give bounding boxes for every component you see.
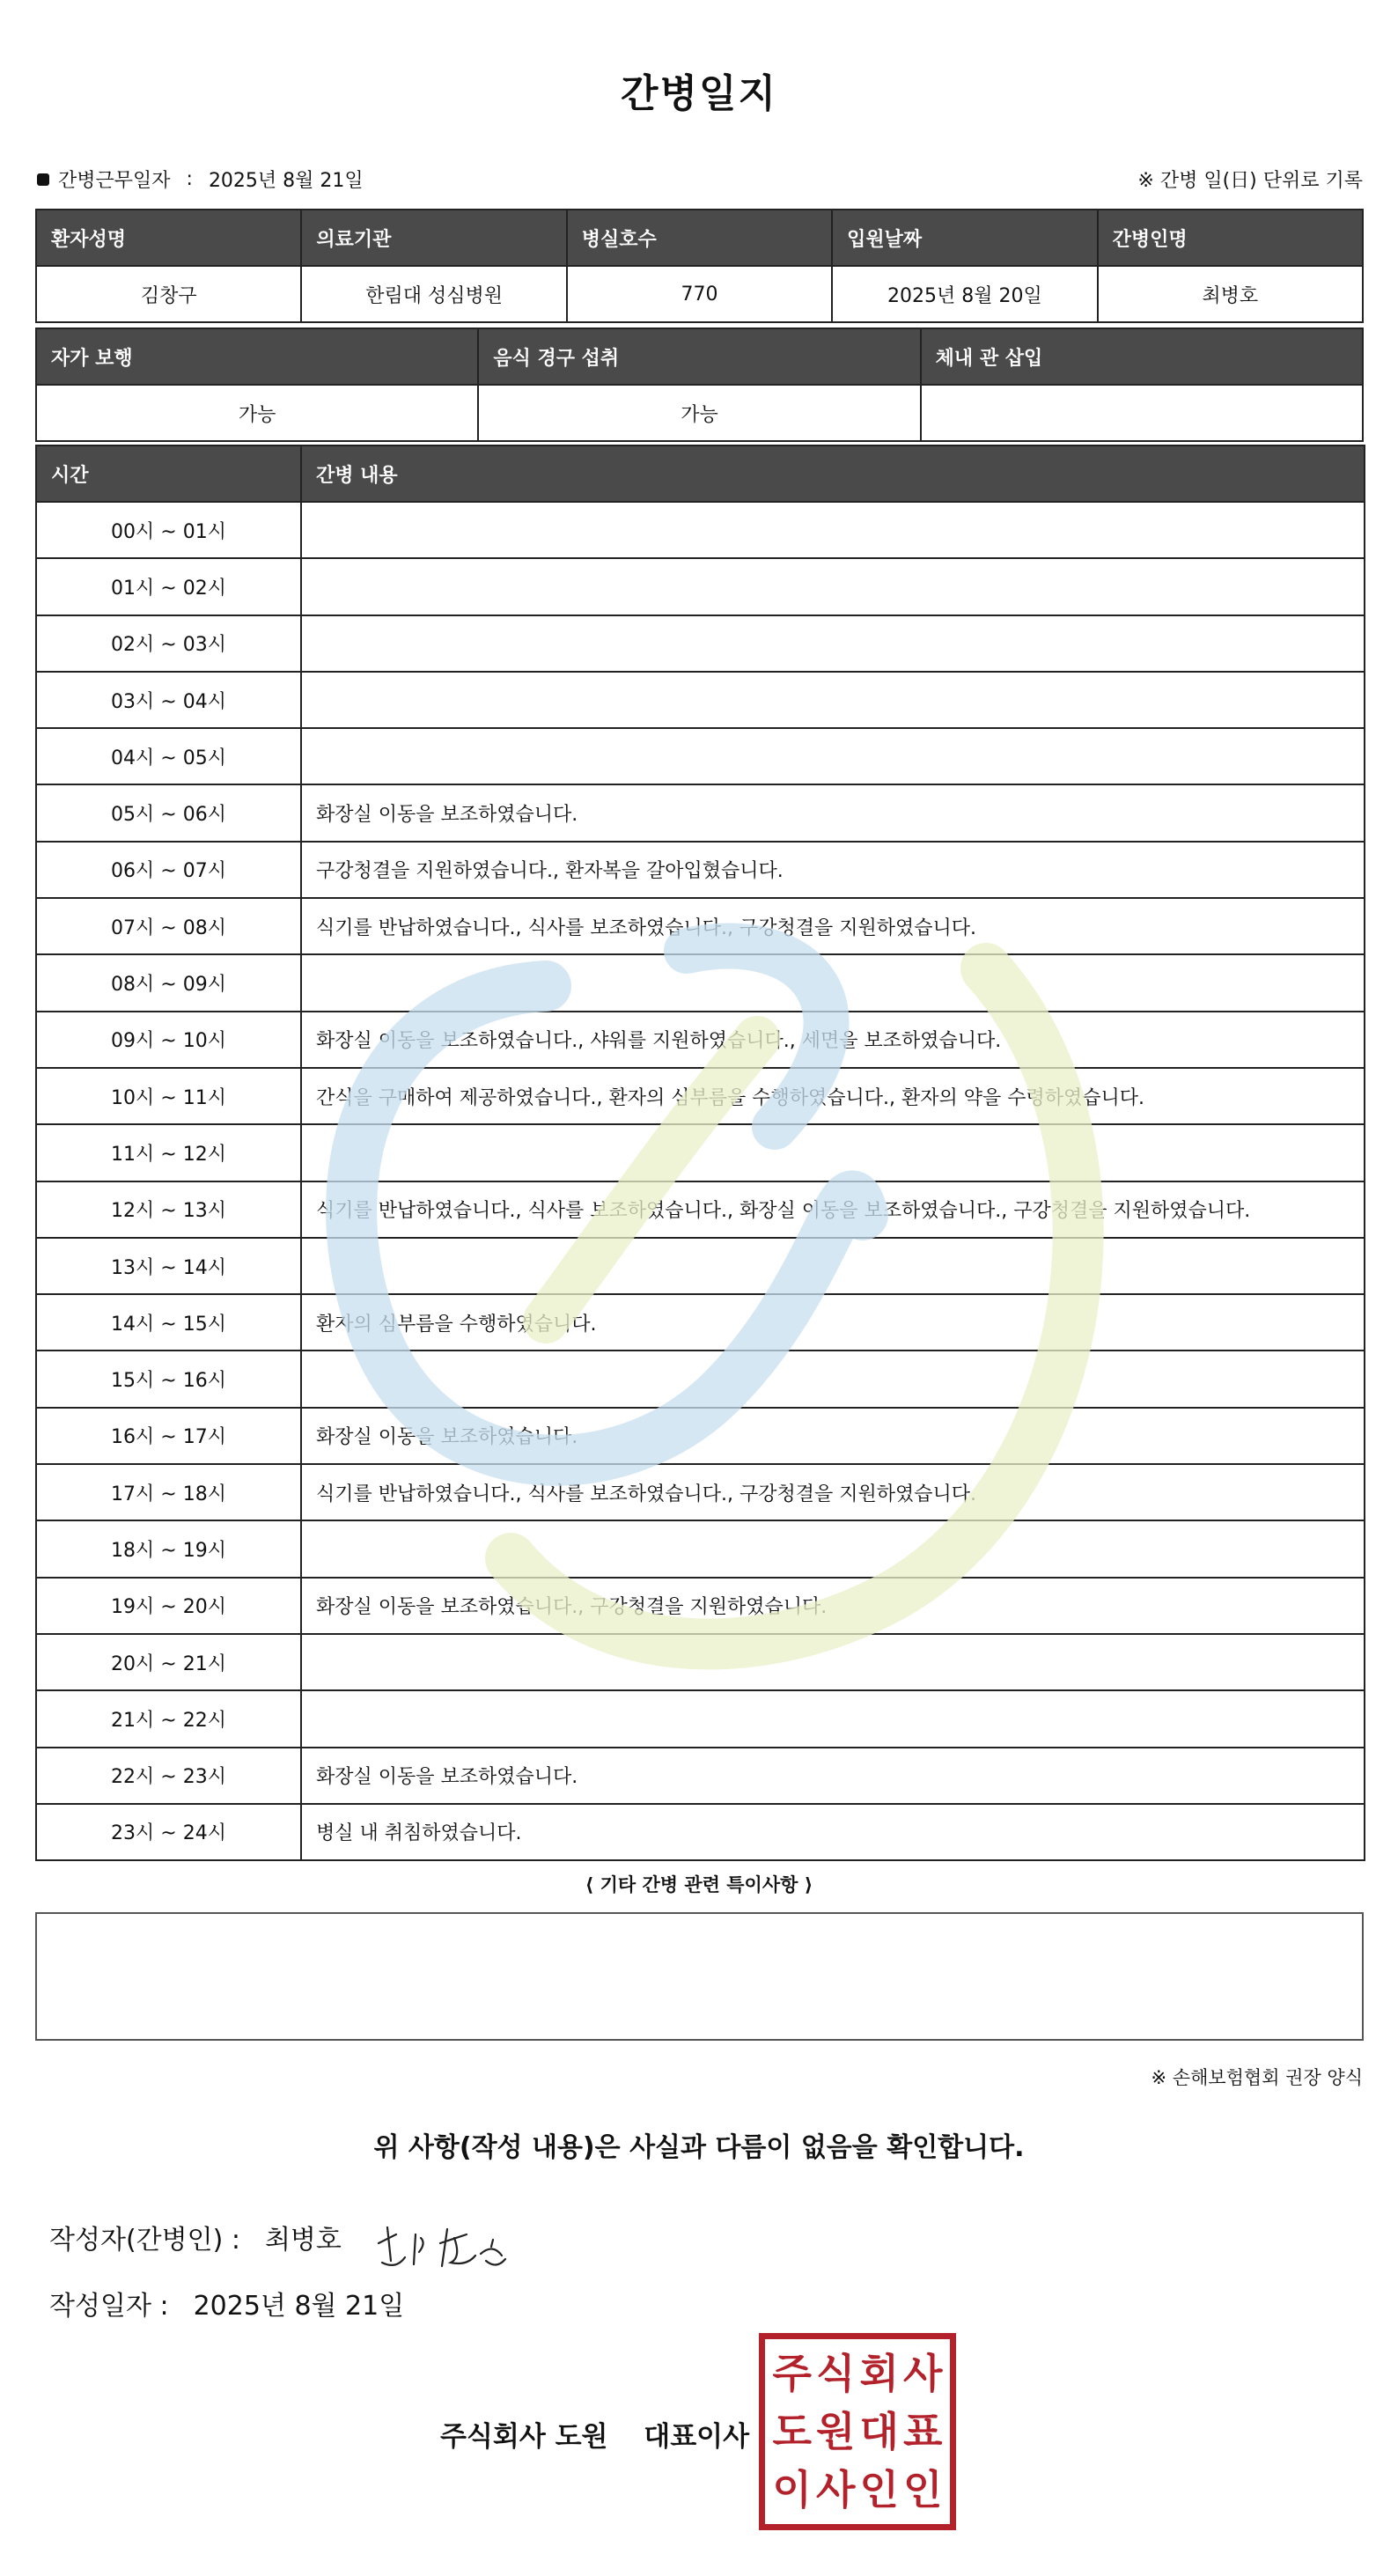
care-content-cell	[301, 1690, 1365, 1747]
care-content-cell	[301, 1634, 1365, 1690]
time-cell: 16시 ~ 17시	[36, 1408, 301, 1464]
time-cell: 07시 ~ 08시	[36, 898, 301, 954]
care-content-cell: 구강청결을 지원하였습니다., 환자복을 갈아입혔습니다.	[301, 842, 1365, 898]
time-cell: 00시 ~ 01시	[36, 502, 301, 558]
table-row	[36, 1748, 1365, 1804]
time-cell: 20시 ~ 21시	[36, 1634, 301, 1690]
tube-value	[921, 385, 1363, 441]
table-row	[36, 558, 1365, 615]
care-content-cell: 식기를 반납하였습니다., 식사를 보조하였습니다., 화장실 이동을 보조하였습니다., 구강청결을 지원하였습니다.	[301, 1181, 1365, 1238]
time-cell: 06시 ~ 07시	[36, 842, 301, 898]
table-row	[36, 615, 1365, 672]
care-content-cell: 환자의 심부름을 수행하였습니다.	[301, 1294, 1365, 1351]
table-row	[36, 1012, 1365, 1068]
table-row	[36, 728, 1365, 784]
room-number: 770	[567, 266, 832, 322]
care-content-cell: 화장실 이동을 보조하였습니다., 샤워를 지원하였습니다., 세면을 보조하였습니다.	[301, 1012, 1365, 1068]
care-content-cell	[301, 615, 1365, 672]
time-cell: 08시 ~ 09시	[36, 954, 301, 1011]
write-date-value: 2025년 8월 21일	[193, 2291, 405, 2322]
table-row	[36, 954, 1365, 1011]
care-content-cell	[301, 954, 1365, 1011]
notes-box	[35, 1912, 1364, 2041]
care-content-cell	[301, 558, 1365, 615]
patient-name-header: 환자성명	[36, 210, 301, 266]
care-content-cell: 병실 내 취침하였습니다.	[301, 1804, 1365, 1860]
time-cell: 14시 ~ 15시	[36, 1294, 301, 1351]
time-cell: 22시 ~ 23시	[36, 1748, 301, 1804]
admission-date-header: 입원날짜	[832, 210, 1097, 266]
unit-note: ※ 간병 일(日) 단위로 기록	[1137, 170, 1363, 192]
work-date-line	[37, 166, 364, 193]
write-date-label: 작성일자 :	[49, 2291, 169, 2322]
bullet-icon	[37, 173, 49, 186]
care-content-cell: 화장실 이동을 보조하였습니다.	[301, 784, 1365, 841]
table-row	[36, 1578, 1365, 1634]
time-cell: 02시 ~ 03시	[36, 615, 301, 672]
admission-date: 2025년 8월 20일	[832, 266, 1097, 322]
care-content-cell	[301, 502, 1365, 558]
company-line	[440, 2414, 749, 2454]
patient-info-table	[35, 209, 1364, 323]
work-date-value: 2025년 8월 21일	[208, 170, 364, 192]
hospital-header: 의료기관	[301, 210, 566, 266]
care-content-cell: 화장실 이동을 보조하였습니다.	[301, 1748, 1365, 1804]
walking-value: 가능	[36, 385, 478, 441]
work-date-label: 간병근무일자	[58, 170, 171, 192]
table-row	[36, 842, 1365, 898]
table-row	[36, 1408, 1365, 1464]
time-cell: 03시 ~ 04시	[36, 672, 301, 728]
writer-name: 최병호	[264, 2225, 342, 2256]
table-row	[36, 1804, 1365, 1860]
table-row	[36, 1068, 1365, 1124]
table-row	[36, 1520, 1365, 1577]
care-content-cell: 간식을 구매하여 제공하였습니다., 환자의 심부름을 수행하였습니다., 환자의 약을 수령하였습니다.	[301, 1068, 1365, 1124]
time-cell: 12시 ~ 13시	[36, 1181, 301, 1238]
recommendation-note: ※ 손해보험협회 권장 양식	[1151, 2067, 1363, 2088]
company-name: 주식회사 도원	[440, 2421, 608, 2453]
table-row	[36, 502, 1365, 558]
care-content-cell	[301, 1351, 1365, 1407]
writer-label: 작성자(간병인) :	[49, 2225, 240, 2256]
work-date-separator: :	[186, 168, 193, 190]
time-cell: 11시 ~ 12시	[36, 1124, 301, 1181]
writer-line	[49, 2218, 342, 2256]
walking-header: 자가 보행	[36, 328, 478, 385]
care-content-cell: 식기를 반납하였습니다., 식사를 보조하였습니다., 구강청결을 지원하였습니다.	[301, 898, 1365, 954]
company-seal: 주 식 회 사 도 원 대 표 이 사 인 인	[759, 2333, 956, 2530]
care-log-table	[35, 445, 1365, 1861]
time-cell: 17시 ~ 18시	[36, 1464, 301, 1520]
write-date-line	[49, 2284, 404, 2322]
table-row	[36, 1294, 1365, 1351]
table-row	[36, 1238, 1365, 1294]
time-cell: 21시 ~ 22시	[36, 1690, 301, 1747]
care-content-cell: 화장실 이동을 보조하였습니다., 구강청결을 지원하였습니다.	[301, 1578, 1365, 1634]
care-content-cell	[301, 728, 1365, 784]
table-row	[36, 1690, 1365, 1747]
oral-intake-header: 음식 경구 섭취	[478, 328, 920, 385]
table-row	[36, 672, 1365, 728]
tube-header: 체내 관 삽입	[921, 328, 1363, 385]
table-row	[36, 1124, 1365, 1181]
hospital-name: 한림대 성심병원	[301, 266, 566, 322]
table-row	[36, 1634, 1365, 1690]
caregiver-name-header: 간병인명	[1098, 210, 1363, 266]
table-row	[36, 784, 1365, 841]
care-content-cell: 화장실 이동을 보조하였습니다.	[301, 1408, 1365, 1464]
time-cell: 15시 ~ 16시	[36, 1351, 301, 1407]
care-content-cell	[301, 1124, 1365, 1181]
time-cell: 19시 ~ 20시	[36, 1578, 301, 1634]
page-title: 간병일지	[620, 71, 777, 116]
patient-status-table	[35, 328, 1364, 442]
time-cell: 04시 ~ 05시	[36, 728, 301, 784]
oral-intake-value: 가능	[478, 385, 920, 441]
caregiver-name: 최병호	[1098, 266, 1363, 322]
care-content-cell	[301, 1238, 1365, 1294]
care-content-cell: 식기를 반납하였습니다., 식사를 보조하였습니다., 구강청결을 지원하였습니다.	[301, 1464, 1365, 1520]
handwritten-signature	[370, 2208, 537, 2278]
table-row	[36, 898, 1365, 954]
table-row	[36, 1181, 1365, 1238]
care-content-cell	[301, 672, 1365, 728]
time-cell: 01시 ~ 02시	[36, 558, 301, 615]
care-content-cell	[301, 1520, 1365, 1577]
room-header: 병실호수	[567, 210, 832, 266]
time-cell: 23시 ~ 24시	[36, 1804, 301, 1860]
representative-title: 대표이사	[644, 2421, 750, 2453]
time-cell: 10시 ~ 11시	[36, 1068, 301, 1124]
time-cell: 18시 ~ 19시	[36, 1520, 301, 1577]
patient-name: 김창구	[36, 266, 301, 322]
table-row	[36, 1351, 1365, 1407]
time-header: 시간	[36, 445, 301, 502]
table-row	[36, 1464, 1365, 1520]
time-cell: 09시 ~ 10시	[36, 1012, 301, 1068]
time-cell: 05시 ~ 06시	[36, 784, 301, 841]
care-content-header: 간병 내용	[301, 445, 1365, 502]
time-cell: 13시 ~ 14시	[36, 1238, 301, 1294]
confirmation-statement: 위 사항(작성 내용)은 사실과 다름이 없음을 확인합니다.	[373, 2132, 1025, 2163]
notes-title: ⟨ 기타 간병 관련 특이사항 ⟩	[585, 1874, 813, 1895]
